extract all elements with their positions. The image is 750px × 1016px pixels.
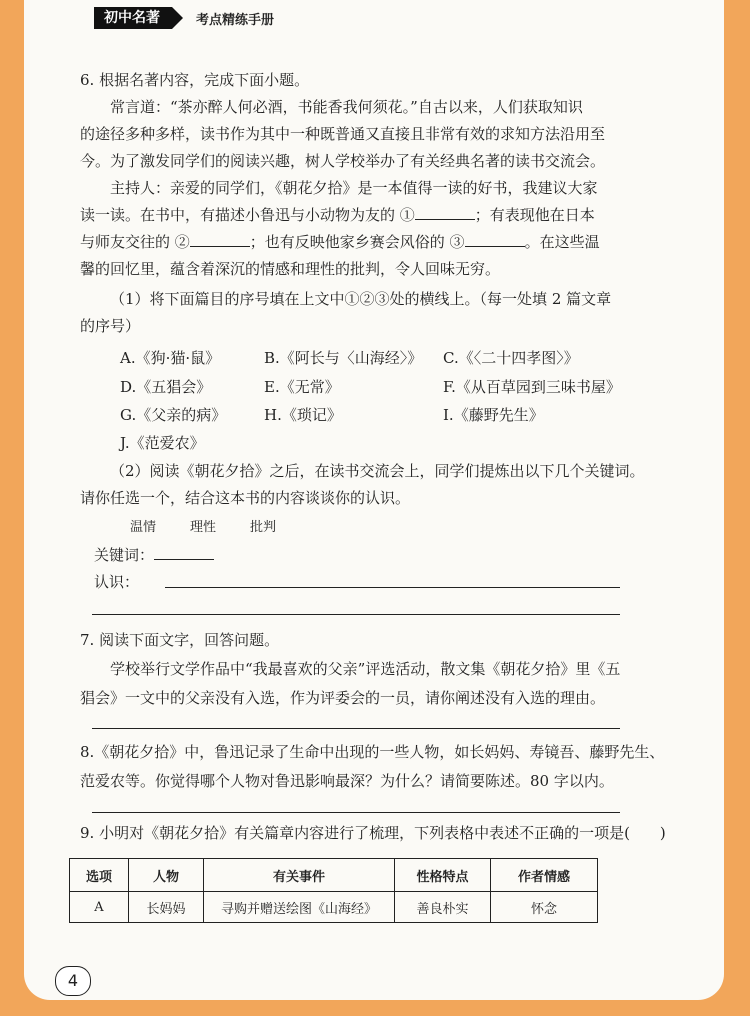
option-d: D.《五猖会》 [120,378,212,396]
q6-intro-line: 的途径多种多样，读书作为其中一种既普通又直接且非常有效的求知方法沿用至 [80,125,606,143]
table-cell: 怀念 [491,892,598,923]
q6-host-line: 馨的回忆里，蕴含着深沉的情感和理性的批判，令人回味无穷。 [80,260,501,278]
q9-title: 9. 小明对《朝花夕拾》有关篇章内容进行了梳理，下列表格中表述不正确的一项是( ) [80,824,666,842]
option-e: E.《无常》 [264,378,340,396]
blank-1[interactable] [415,205,475,220]
q6-title: 6. 根据名著内容，完成下面小题。 [80,71,310,89]
table-cell: 善良朴实 [395,892,491,923]
q6-sub1-line: （1）将下面篇目的序号填在上文中①②③处的横线上。（每一处填 2 篇文章 [110,290,612,308]
option-i: I.《藤野先生》 [443,406,544,424]
blank-3[interactable] [465,232,525,247]
answer-line[interactable] [92,614,620,615]
q8-line: 8.《朝花夕拾》中，鲁迅记录了生命中出现的一些人物，如长妈妈、寿镜吾、藤野先生、 [80,743,665,761]
table-cell: 长妈妈 [129,892,204,923]
q8-line: 范爱农等。你觉得哪个人物对鲁迅影响最深？为什么？请简要陈述。80 字以内。 [80,772,614,790]
keyword-blank[interactable] [154,545,214,560]
table-header: 作者情感 [491,859,598,892]
option-f: F.《从百草园到三味书屋》 [443,378,621,396]
q6-host-text: 读一读。在书中，有描述小鲁迅与小动物为友的 ① [80,206,415,224]
table-cell: A [70,892,129,923]
page-number: 4 [55,966,91,996]
q6-host-text: ；也有反映他家乡赛会风俗的 ③ [249,233,465,251]
table-header: 性格特点 [395,859,491,892]
keyword: 批判 [250,520,277,535]
table-row [70,892,598,923]
q6-host-line [80,232,600,252]
answer-line[interactable] [165,587,620,588]
q9-table [69,858,598,923]
q6-intro-line: 今。为了激发同学们的阅读兴趣，树人学校举办了有关经典名著的读书交流会。 [80,152,606,170]
answer-line[interactable] [92,728,620,729]
option-c: C.《〈二十四孝图〉》 [443,349,579,367]
q6-host-line: 主持人：亲爱的同学们，《朝花夕拾》是一本值得一读的好书，我建议大家 [110,179,598,197]
q6-host-line [80,205,595,225]
table-cell: 寻购并赠送绘图《山海经》 [204,892,395,923]
table-header-row [70,859,598,892]
table-header: 人物 [129,859,204,892]
q6-host-text: ；有表现他在日本 [474,206,595,224]
option-a: A.《狗·猫·鼠》 [120,349,221,367]
q6-sub1-line: 的序号） [80,317,141,335]
q7-line: 猖会》一文中的父亲没有入选，作为评委会的一员，请你阐述没有入选的理由。 [80,689,606,707]
keyword: 温情 [130,520,157,535]
answer-line[interactable] [92,812,620,813]
view-label: 认识： [94,573,140,591]
keyword: 理性 [190,520,217,535]
option-b: B.《阿长与〈山海经〉》 [264,349,423,367]
book-tag: 初中名著 [94,7,172,29]
blank-2[interactable] [190,232,250,247]
option-j: J.《范爱农》 [120,434,205,452]
q6-host-text: 与师友交往的 ② [80,233,190,251]
table-header: 有关事件 [204,859,395,892]
keyword-field [94,545,214,565]
table-header: 选项 [70,859,129,892]
book-subtitle: 考点精练手册 [196,12,275,28]
q6-sub2-line: （2）阅读《朝花夕拾》之后，在读书交流会上，同学们提炼出以下几个关键词。 [110,462,645,480]
option-h: H.《琐记》 [264,406,342,424]
page-header [94,7,274,29]
q7-line: 学校举行文学作品中“我最喜欢的父亲”评选活动，散文集《朝花夕拾》里《五 [110,660,621,678]
q6-sub2-line: 请你任选一个，结合这本书的内容谈谈你的认识。 [80,489,411,507]
keyword-label: 关键词： [94,546,155,564]
q7-title: 7. 阅读下面文字，回答问题。 [80,631,280,649]
q6-host-text: 。在这些温 [524,233,600,251]
q6-intro-line: 常言道：“茶亦醉人何必酒，书能香我何须花。”自古以来，人们获取知识 [110,98,583,116]
option-g: G.《父亲的病》 [120,406,227,424]
